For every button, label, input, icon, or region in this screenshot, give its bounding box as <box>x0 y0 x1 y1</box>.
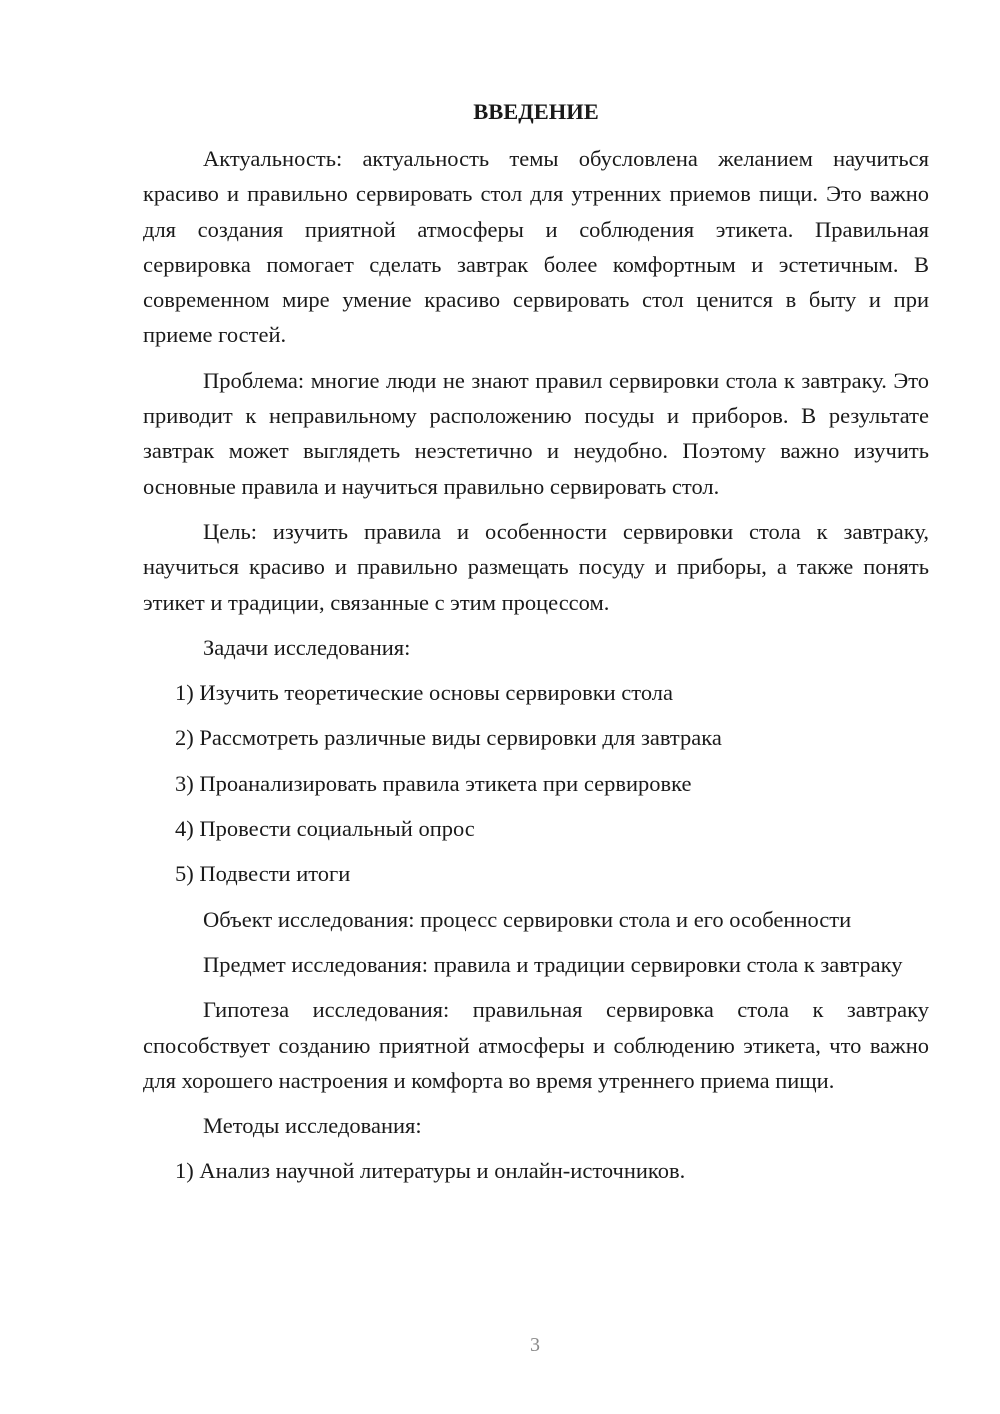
list-item: 3) Проанализировать правила этикета при сервировке <box>175 770 692 796</box>
tasks-list <box>143 675 929 891</box>
methods-list <box>143 1153 929 1188</box>
hypothesis-paragraph: Гипотеза исследования: правильная сервировка стола к завтраку способствует созданию приятной атмосферы и соблюдению этикета, что важно для хорошего настроения и комфорта во время утреннего приема пищи. <box>143 997 929 1093</box>
methods-heading: Методы исследования: <box>203 1113 422 1139</box>
list-item: 4) Провести социальный опрос <box>175 816 475 842</box>
page-number: 3 <box>530 1334 540 1356</box>
page-title: ВВЕДЕНИЕ <box>473 99 599 124</box>
relevance-paragraph: Актуальность: актуальность темы обусловлена желанием научиться красиво и правильно сервировать стол для утренних приемов пищи. Это важно для создания приятной атмосферы и соблюдения этикета. Правильная сервировка помогает сделать завтрак более комфортным и эстетичным. В современном мире умение красиво сервировать стол ценится в быту и при приеме гостей. <box>143 146 929 348</box>
list-item: 5) Подвести итоги <box>175 861 351 887</box>
document-body <box>143 94 929 1199</box>
list-item: 1) Изучить теоретические основы сервировки стола <box>175 680 673 706</box>
goal-paragraph: Цель: изучить правила и особенности сервировки стола к завтраку, научиться красиво и правильно размещать посуду и приборы, а также понять этикет и традиции, связанные с этим процессом. <box>143 518 929 615</box>
tasks-heading: Задачи исследования: <box>203 634 411 660</box>
object-paragraph: Объект исследования: процесс сервировки стола и его особенности <box>203 906 852 932</box>
list-item: 2) Рассмотреть различные виды сервировки для завтрака <box>175 725 722 751</box>
list-item: 1) Анализ научной литературы и онлайн-источников. <box>175 1158 686 1184</box>
subject-paragraph: Предмет исследования: правила и традиции сервировки стола к завтраку <box>203 951 903 977</box>
problem-paragraph: Проблема: многие люди не знают правил сервировки стола к завтраку. Это приводит к неправильному расположению посуды и приборов. В результате завтрак может выглядеть неэстетично и неудобно. Поэтому важно изучить основные правила и научиться правильно сервировать стол. <box>143 367 929 499</box>
